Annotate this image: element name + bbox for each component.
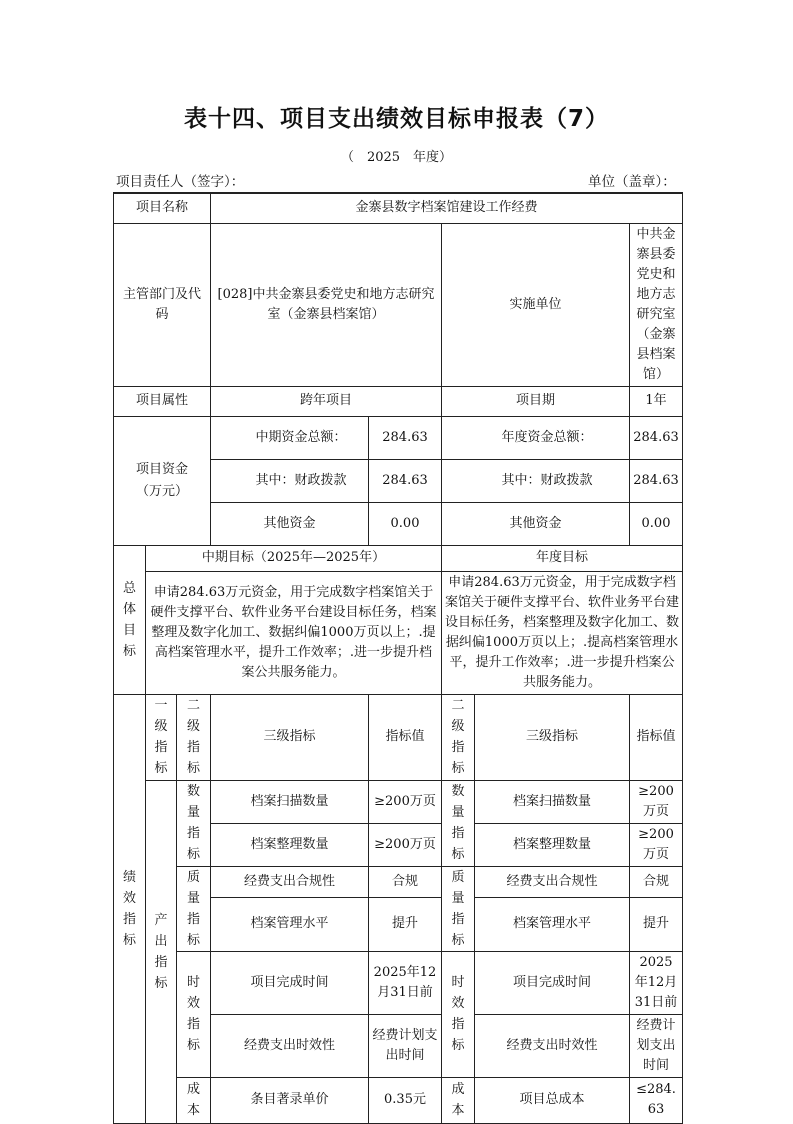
project-name-label: 项目名称 bbox=[114, 193, 211, 223]
indicator-name: 档案整理数量 bbox=[211, 823, 369, 866]
year-indicator-value: 提升 bbox=[630, 897, 683, 951]
year-total-value: 284.63 bbox=[630, 416, 683, 459]
year-line: （ 2025 年度） bbox=[340, 150, 453, 165]
indicator-name: 档案扫描数量 bbox=[211, 780, 369, 823]
year-level2-header: 二级指标 bbox=[442, 694, 475, 780]
mid-other-label: 其他资金 bbox=[211, 502, 369, 545]
year-indicator-value: ≥200万页 bbox=[630, 823, 683, 866]
overall-goal-label: 总体目标 bbox=[114, 545, 146, 694]
attr-value: 跨年项目 bbox=[211, 386, 442, 416]
year-level3-header: 三级指标 bbox=[475, 694, 630, 780]
mid-goal-header: 中期目标（2025年—2025年） bbox=[146, 545, 442, 571]
mid-total-value: 284.63 bbox=[369, 416, 442, 459]
mid-goal-text: 申请284.63万元资金，用于完成数字档案馆关于硬件支撑平台、软件业务平台建设目标任务，档案整理及数字化加工、数据纠偏1000万页以上；.提高档案管理水平，提升工作效率；.进一步提升档案公共服务能力。 bbox=[146, 571, 442, 694]
year-goal-header: 年度目标 bbox=[442, 545, 683, 571]
level1-header: 一级指标 bbox=[146, 694, 177, 780]
dept-label: 主管部门及代码 bbox=[114, 223, 211, 386]
year-goal-text: 申请284.63万元资金，用于完成数字档案馆关于硬件支撑平台、软件业务平台建设目标任务，档案整理及数字化加工、数据纠偏1000万页以上；.提高档案管理水平，提升工作效率；.进一步提升档案公共服务能力。 bbox=[442, 571, 683, 694]
indicator-value: 合规 bbox=[369, 866, 442, 897]
project-name-value: 金寨县数字档案馆建设工作经费 bbox=[211, 193, 683, 223]
year-cost-indicator: 成本 bbox=[442, 1077, 475, 1123]
indicator-value: ≥200万页 bbox=[369, 823, 442, 866]
period-label: 项目期 bbox=[442, 386, 630, 416]
year-other-label: 其他资金 bbox=[442, 502, 630, 545]
dept-value: [028]中共金寨县委党史和地方志研究室（金寨县档案馆） bbox=[211, 223, 442, 386]
indicator-name: 经费支出合规性 bbox=[211, 866, 369, 897]
year-other-value: 0.00 bbox=[630, 502, 683, 545]
indicator-value: ≥200万页 bbox=[369, 780, 442, 823]
year-timeliness-indicator: 时效指标 bbox=[442, 951, 475, 1077]
level2-header: 二级指标 bbox=[177, 694, 211, 780]
impl-label: 实施单位 bbox=[442, 223, 630, 386]
indicator-value: 经费计划支出时间 bbox=[369, 1014, 442, 1077]
year-value-header: 指标值 bbox=[630, 694, 683, 780]
indicator-name: 项目完成时间 bbox=[211, 951, 369, 1014]
mid-other-value: 0.00 bbox=[369, 502, 442, 545]
period-value: 1年 bbox=[630, 386, 683, 416]
year-quality-indicator: 质量指标 bbox=[442, 866, 475, 951]
value-header: 指标值 bbox=[369, 694, 442, 780]
indicators-label: 绩效指标 bbox=[114, 694, 146, 1123]
responsible-label: 项目责任人（签字）： bbox=[116, 174, 245, 190]
mid-fiscal-label: 其中：财政拨款 bbox=[211, 459, 369, 502]
quality-indicator: 质量指标 bbox=[177, 866, 211, 951]
cost-indicator: 成本 bbox=[177, 1077, 211, 1123]
funds-label: 项目资金（万元） bbox=[114, 416, 211, 545]
indicator-value: 0.35元 bbox=[369, 1077, 442, 1123]
output-indicator: 产出指标 bbox=[146, 780, 177, 1123]
indicator-name: 档案管理水平 bbox=[211, 897, 369, 951]
year-indicator-value: 经费计划支出时间 bbox=[630, 1014, 683, 1077]
page-title: 表十四、项目支出绩效目标申报表（7） bbox=[183, 106, 609, 132]
performance-target-table bbox=[113, 192, 683, 1124]
year-indicator-value: 2025年12月31日前 bbox=[630, 951, 683, 1014]
attr-label: 项目属性 bbox=[114, 386, 211, 416]
year-indicator-value: ≥200万页 bbox=[630, 780, 683, 823]
year-indicator-name: 档案扫描数量 bbox=[475, 780, 630, 823]
mid-total-label: 中期资金总额： bbox=[211, 416, 369, 459]
year-indicator-name: 档案整理数量 bbox=[475, 823, 630, 866]
level3-header: 三级指标 bbox=[211, 694, 369, 780]
quantity-indicator: 数量指标 bbox=[177, 780, 211, 866]
indicator-value: 2025年12月31日前 bbox=[369, 951, 442, 1014]
year-indicator-name: 经费支出合规性 bbox=[475, 866, 630, 897]
indicator-name: 条目著录单价 bbox=[211, 1077, 369, 1123]
impl-value: 中共金寨县委党史和地方志研究室（金寨县档案馆） bbox=[630, 223, 683, 386]
year-fiscal-label: 其中：财政拨款 bbox=[442, 459, 630, 502]
year-indicator-value: ≤284.63 bbox=[630, 1077, 683, 1123]
mid-fiscal-value: 284.63 bbox=[369, 459, 442, 502]
year-indicator-name: 项目完成时间 bbox=[475, 951, 630, 1014]
year-indicator-name: 档案管理水平 bbox=[475, 897, 630, 951]
unit-stamp-label: 单位（盖章）： bbox=[588, 174, 676, 190]
indicator-value: 提升 bbox=[369, 897, 442, 951]
indicator-name: 经费支出时效性 bbox=[211, 1014, 369, 1077]
timeliness-indicator: 时效指标 bbox=[177, 951, 211, 1077]
year-indicator-name: 项目总成本 bbox=[475, 1077, 630, 1123]
year-total-label: 年度资金总额： bbox=[442, 416, 630, 459]
year-indicator-name: 经费支出时效性 bbox=[475, 1014, 630, 1077]
year-fiscal-value: 284.63 bbox=[630, 459, 683, 502]
year-indicator-value: 合规 bbox=[630, 866, 683, 897]
year-quantity-indicator: 数量指标 bbox=[442, 780, 475, 866]
